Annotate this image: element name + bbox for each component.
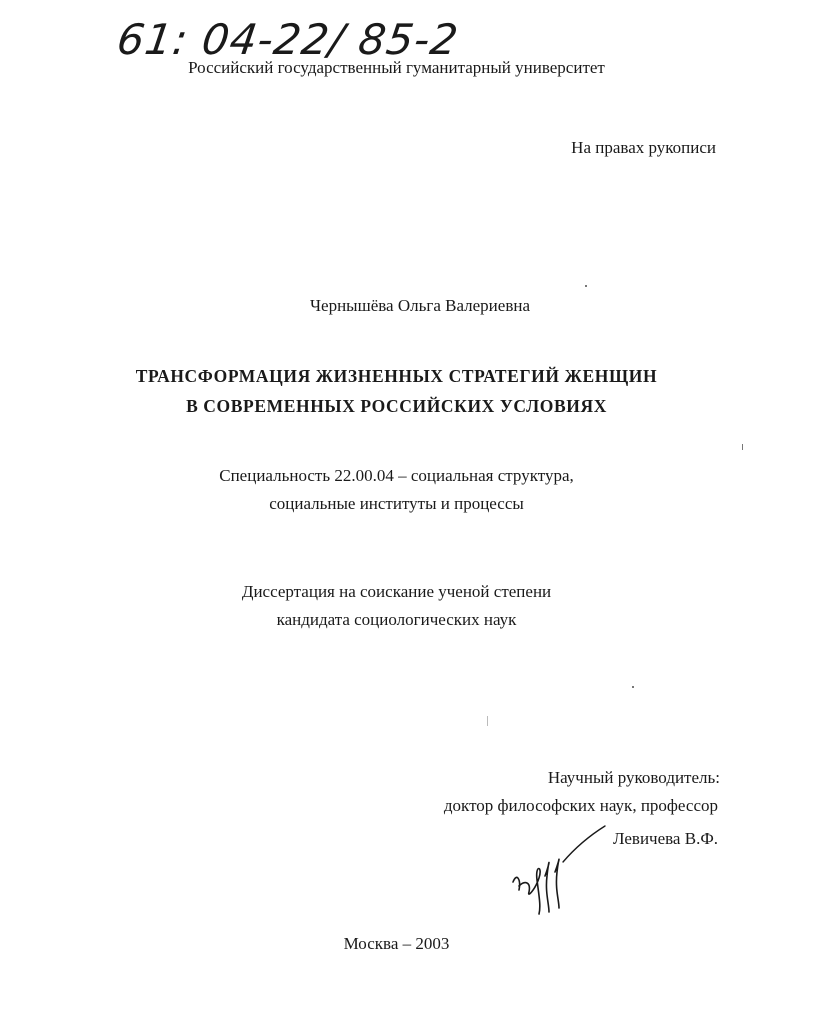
rights-note: На правах рукописи (571, 138, 716, 157)
archive-code-text: 61: 04-22/ 85-2 (114, 15, 462, 64)
specialty-line-2: социальные институты и процессы (269, 494, 524, 513)
dissertation-line-1: Диссертация на соискание ученой степени (241, 582, 552, 601)
author-name: Чернышёва Ольга Валериевна (309, 296, 530, 315)
supervisor-degree: доктор философских наук, профессор (443, 796, 718, 815)
thesis-title-line-2: В СОВРЕМЕННЫХ РОССИЙСКИХ УСЛОВИЯХ (186, 396, 607, 416)
scan-speck (487, 716, 488, 726)
university-name: Российский государственный гуманитарный университет (188, 58, 605, 77)
thesis-title-line-1: ТРАНСФОРМАЦИЯ ЖИЗНЕННЫХ СТРАТЕГИЙ ЖЕНЩИН (135, 366, 658, 386)
supervisor-name: Левичева В.Ф. (612, 829, 718, 848)
supervisor-label: Научный руководитель: (547, 768, 720, 787)
scan-speck (585, 285, 587, 287)
scan-speck (742, 444, 743, 450)
scan-speck (632, 686, 634, 688)
city-year: Москва – 2003 (343, 934, 450, 953)
signature-mark (505, 820, 615, 920)
dissertation-line-2: кандидата социологических наук (276, 610, 517, 629)
specialty-line-1: Специальность 22.00.04 – социальная структура, (219, 466, 574, 485)
